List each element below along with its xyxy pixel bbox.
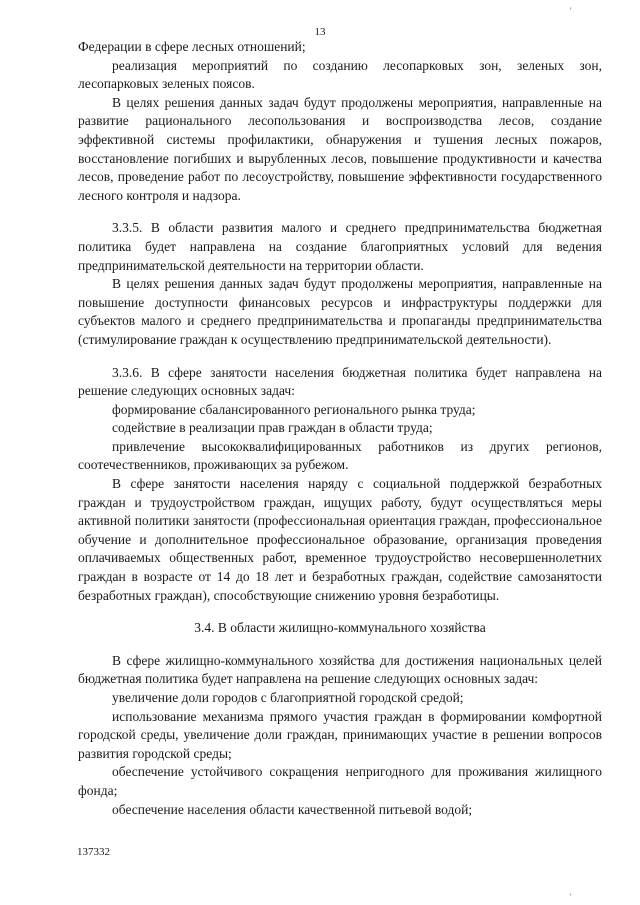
paragraph-10: В сфере занятости населения наряду с социальной поддержкой безработных граждан и трудоустройством граждан, ищущих работу, будут осуществляться меры активной политики занятости (профессиональная ориентация граждан, профессиональное обучение и дополнительное профессиональное образование, организация проведения оплачиваемых общественных работ, временное трудоустройство несовершеннолетних граждан в возрасте от 14 до 18 лет и безработных граждан, содействие самозанятости безработных граждан), способствующие снижению уровня безработицы. — [78, 476, 602, 603]
paragraph-11: В сфере жилищно-коммунального хозяйства для достижения национальных целей бюджетная политика будет направлена на решение следующих основных задач: — [78, 652, 602, 687]
list-item-urban-environment: увеличение доли городов с благоприятной городской средой; — [112, 690, 464, 705]
list-item-drinking-water: обеспечение населения области качественной питьевой водой; — [112, 801, 473, 817]
paragraph-3-3-5: 3.3.5. В области развития малого и среднего предпринимательства бюджетная политика будет направлена на создание благоприятных условий для ведения предпринимательской деятельности на территории области. — [78, 220, 602, 273]
section-heading-3-4: 3.4. В области жилищно-коммунального хозяйства — [194, 620, 486, 636]
paragraph-3-3-6: 3.3.6. В сфере занятости населения бюджетная политика будет направлена на решение следующих основных задач: — [78, 364, 602, 399]
document-number: 137332 — [77, 846, 110, 858]
list-item-labor-rights: содействие в реализации прав граждан в области труда; — [112, 420, 433, 436]
corner-mark-bottom: ' — [570, 892, 572, 902]
paragraph-5: В целях решения данных задач будут продолжены мероприятия, направленные на повышение доступности финансовых ресурсов и инфраструктуры поддержки для субъектов малого и среднего предпринимательства и пропаганды предпринимательства (стимулирование граждан к осуществлению предпринимательской деятельности). — [78, 276, 602, 347]
list-item-labor-market: формирование сбалансированного регионального рынка труда; — [112, 401, 476, 417]
list-item-housing-fund: обеспечение устойчивого сокращения непригодного для проживания жилищного фонда; — [78, 764, 602, 798]
page-number: 13 — [314, 26, 326, 38]
list-item-qualified-workers: привлечение высококвалифицированных работников из других регионов, соотечественников, проживающих за рубежом. — [78, 438, 602, 473]
list-item-citizen-participation: использование механизма прямого участия граждан в формировании комфортной городской среды, увеличение доли граждан, принимающих участие в решении вопросов развития городской среды; — [78, 708, 602, 761]
corner-mark-top: ' — [570, 6, 572, 16]
paragraph-2: реализация мероприятий по созданию лесопарковых зон, зеленых зон, лесопарковых зеленых поясов. — [78, 57, 602, 92]
document-body — [78, 38, 602, 819]
paragraph-3: В целях решения данных задач будут продолжены мероприятия, направленные на развитие рационального лесопользования и воспроизводства лесов, создание эффективной системы профилактики, обнаружения и тушения лесных пожаров, восстановление погибших и вырубленных лесов, повышение продуктивности и качества лесов, проведение работ по лесоустройству, повышение эффективности государственного лесного контроля и надзора. — [78, 94, 602, 203]
paragraph-1: Федерации в сфере лесных отношений; — [78, 39, 306, 54]
